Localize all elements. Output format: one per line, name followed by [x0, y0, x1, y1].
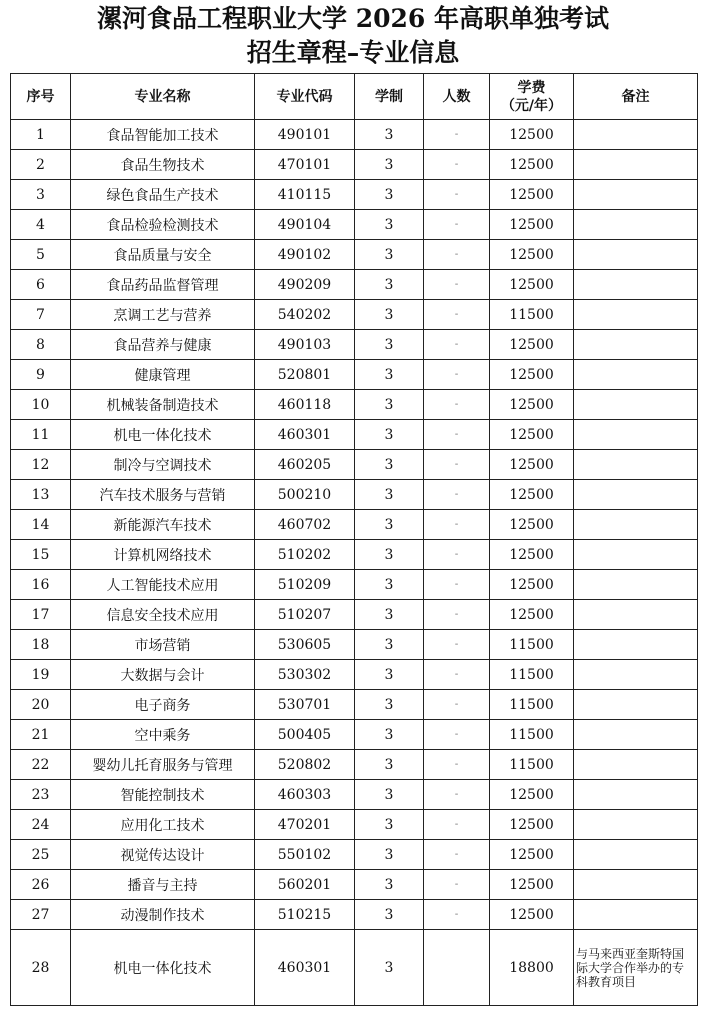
cell-remark [574, 600, 698, 630]
cell-name: 食品营养与健康 [71, 330, 255, 360]
cell-remark [574, 690, 698, 720]
table-row [11, 390, 698, 420]
cell-fee: 12500 [490, 900, 574, 930]
cell-no: 27 [11, 900, 71, 930]
cell-no: 3 [11, 180, 71, 210]
cell-no: 20 [11, 690, 71, 720]
cell-fee: 18800 [490, 930, 574, 1006]
cell-count: - [424, 270, 490, 300]
header-name: 专业名称 [71, 74, 255, 120]
cell-code: 520802 [255, 750, 355, 780]
cell-years: 3 [355, 810, 424, 840]
cell-name: 婴幼儿托育服务与管理 [71, 750, 255, 780]
cell-fee: 11500 [490, 690, 574, 720]
cell-no: 10 [11, 390, 71, 420]
cell-code: 510209 [255, 570, 355, 600]
cell-no: 21 [11, 720, 71, 750]
cell-remark [574, 750, 698, 780]
cell-years: 3 [355, 930, 424, 1006]
cell-fee: 12500 [490, 480, 574, 510]
cell-remark [574, 480, 698, 510]
cell-name: 烹调工艺与营养 [71, 300, 255, 330]
cell-years: 3 [355, 150, 424, 180]
cell-name: 动漫制作技术 [71, 900, 255, 930]
cell-code: 560201 [255, 870, 355, 900]
cell-code: 510207 [255, 600, 355, 630]
cell-years: 3 [355, 330, 424, 360]
cell-remark [574, 720, 698, 750]
cell-fee: 12500 [490, 810, 574, 840]
cell-name: 计算机网络技术 [71, 540, 255, 570]
cell-code: 490103 [255, 330, 355, 360]
cell-no: 12 [11, 450, 71, 480]
cell-code: 540202 [255, 300, 355, 330]
cell-count: - [424, 750, 490, 780]
cell-fee: 12500 [490, 390, 574, 420]
cell-no: 28 [11, 930, 71, 1006]
cell-fee: 11500 [490, 660, 574, 690]
cell-count: - [424, 180, 490, 210]
cell-years: 3 [355, 240, 424, 270]
cell-remark [574, 390, 698, 420]
header-count: 人数 [424, 74, 490, 120]
cell-remark [574, 360, 698, 390]
cell-fee: 12500 [490, 420, 574, 450]
majors-table [10, 73, 698, 1006]
cell-fee: 11500 [490, 630, 574, 660]
cell-years: 3 [355, 390, 424, 420]
cell-years: 3 [355, 420, 424, 450]
cell-years: 3 [355, 300, 424, 330]
cell-fee: 12500 [490, 510, 574, 540]
cell-name: 食品智能加工技术 [71, 120, 255, 150]
cell-name: 制冷与空调技术 [71, 450, 255, 480]
cell-name: 机电一体化技术 [71, 930, 255, 1006]
cell-years: 3 [355, 600, 424, 630]
cell-fee: 12500 [490, 360, 574, 390]
table-row [11, 720, 698, 750]
header-fee-line2: （元/年） [500, 97, 563, 114]
cell-years: 3 [355, 360, 424, 390]
document-title: 漯河食品工程职业大学 2026 年高职单独考试 [97, 4, 609, 33]
cell-count: - [424, 810, 490, 840]
cell-no: 22 [11, 750, 71, 780]
table-row [11, 630, 698, 660]
cell-remark [574, 630, 698, 660]
cell-fee: 11500 [490, 720, 574, 750]
cell-no: 15 [11, 540, 71, 570]
table-row [11, 510, 698, 540]
table-row [11, 270, 698, 300]
cell-count: - [424, 480, 490, 510]
cell-name: 电子商务 [71, 690, 255, 720]
table-row [11, 150, 698, 180]
cell-remark [574, 270, 698, 300]
cell-code: 510215 [255, 900, 355, 930]
cell-name: 智能控制技术 [71, 780, 255, 810]
cell-code: 490102 [255, 240, 355, 270]
cell-code: 510202 [255, 540, 355, 570]
cell-count: - [424, 900, 490, 930]
cell-name: 新能源汽车技术 [71, 510, 255, 540]
table-row [11, 900, 698, 930]
cell-no: 7 [11, 300, 71, 330]
cell-remark [574, 510, 698, 540]
cell-code: 500210 [255, 480, 355, 510]
cell-no: 19 [11, 660, 71, 690]
cell-name: 健康管理 [71, 360, 255, 390]
cell-count: - [424, 660, 490, 690]
cell-code: 460118 [255, 390, 355, 420]
table-row [11, 690, 698, 720]
header-no: 序号 [11, 74, 71, 120]
cell-code: 550102 [255, 840, 355, 870]
cell-fee: 12500 [490, 780, 574, 810]
cell-name: 播音与主持 [71, 870, 255, 900]
cell-years: 3 [355, 630, 424, 660]
cell-count: - [424, 240, 490, 270]
cell-code: 530701 [255, 690, 355, 720]
cell-no: 6 [11, 270, 71, 300]
cell-no: 11 [11, 420, 71, 450]
header-code: 专业代码 [255, 74, 355, 120]
cell-no: 1 [11, 120, 71, 150]
cell-count: - [424, 600, 490, 630]
table-row [11, 330, 698, 360]
cell-fee: 12500 [490, 570, 574, 600]
cell-name: 食品药品监督管理 [71, 270, 255, 300]
cell-no: 14 [11, 510, 71, 540]
cell-count: - [424, 330, 490, 360]
table-row [11, 120, 698, 150]
cell-no: 9 [11, 360, 71, 390]
cell-count: - [424, 210, 490, 240]
cell-code: 460205 [255, 450, 355, 480]
cell-remark [574, 660, 698, 690]
cell-fee: 12500 [490, 120, 574, 150]
table-row [11, 930, 698, 1006]
cell-count: - [424, 720, 490, 750]
cell-no: 2 [11, 150, 71, 180]
cell-years: 3 [355, 780, 424, 810]
cell-name: 信息安全技术应用 [71, 600, 255, 630]
table-row [11, 420, 698, 450]
table-row [11, 810, 698, 840]
header-fee [490, 74, 574, 120]
table-row [11, 300, 698, 330]
table-row [11, 780, 698, 810]
cell-count: - [424, 300, 490, 330]
cell-years: 3 [355, 120, 424, 150]
cell-remark [574, 150, 698, 180]
cell-code: 490101 [255, 120, 355, 150]
cell-remark [574, 840, 698, 870]
cell-remark: 与马来西亚奎斯特国际大学合作举办的专科教育项目 [574, 930, 698, 1006]
cell-code: 470201 [255, 810, 355, 840]
table-row [11, 660, 698, 690]
cell-remark [574, 450, 698, 480]
table-row [11, 480, 698, 510]
cell-count: - [424, 360, 490, 390]
cell-remark [574, 240, 698, 270]
cell-fee: 12500 [490, 180, 574, 210]
cell-remark [574, 300, 698, 330]
cell-fee: 12500 [490, 840, 574, 870]
table-row [11, 750, 698, 780]
cell-count: - [424, 840, 490, 870]
cell-years: 3 [355, 870, 424, 900]
cell-years: 3 [355, 510, 424, 540]
cell-code: 500405 [255, 720, 355, 750]
cell-code: 490209 [255, 270, 355, 300]
table-row [11, 450, 698, 480]
header-remark: 备注 [574, 74, 698, 120]
cell-no: 4 [11, 210, 71, 240]
cell-count: - [424, 540, 490, 570]
cell-name: 大数据与会计 [71, 660, 255, 690]
cell-remark [574, 870, 698, 900]
table-body [11, 120, 698, 1006]
cell-years: 3 [355, 720, 424, 750]
cell-years: 3 [355, 660, 424, 690]
table-header-row [11, 74, 698, 120]
cell-count: - [424, 510, 490, 540]
cell-name: 市场营销 [71, 630, 255, 660]
cell-remark [574, 120, 698, 150]
cell-years: 3 [355, 840, 424, 870]
cell-no: 26 [11, 870, 71, 900]
cell-count: - [424, 120, 490, 150]
header-fee-line1: 学费 [517, 79, 546, 96]
cell-remark [574, 540, 698, 570]
cell-fee: 12500 [490, 240, 574, 270]
cell-fee: 12500 [490, 600, 574, 630]
cell-code: 460303 [255, 780, 355, 810]
cell-name: 食品生物技术 [71, 150, 255, 180]
cell-remark [574, 570, 698, 600]
cell-years: 3 [355, 480, 424, 510]
cell-count: - [424, 870, 490, 900]
cell-no: 17 [11, 600, 71, 630]
cell-count: - [424, 450, 490, 480]
cell-years: 3 [355, 690, 424, 720]
table-row [11, 540, 698, 570]
cell-fee: 12500 [490, 150, 574, 180]
cell-no: 13 [11, 480, 71, 510]
cell-count: - [424, 420, 490, 450]
cell-code: 410115 [255, 180, 355, 210]
cell-no: 8 [11, 330, 71, 360]
cell-remark [574, 900, 698, 930]
cell-no: 24 [11, 810, 71, 840]
cell-no: 16 [11, 570, 71, 600]
cell-name: 食品质量与安全 [71, 240, 255, 270]
cell-years: 3 [355, 450, 424, 480]
cell-years: 3 [355, 540, 424, 570]
table-row [11, 240, 698, 270]
cell-no: 18 [11, 630, 71, 660]
cell-count: - [424, 150, 490, 180]
cell-years: 3 [355, 180, 424, 210]
table-row [11, 570, 698, 600]
cell-count: - [424, 570, 490, 600]
cell-no: 23 [11, 780, 71, 810]
cell-count: - [424, 390, 490, 420]
cell-name: 机电一体化技术 [71, 420, 255, 450]
cell-code: 530605 [255, 630, 355, 660]
cell-count: - [424, 630, 490, 660]
cell-fee: 12500 [490, 210, 574, 240]
cell-no: 5 [11, 240, 71, 270]
document-subtitle: 招生章程–专业信息 [246, 38, 460, 67]
cell-years: 3 [355, 570, 424, 600]
cell-remark [574, 420, 698, 450]
cell-fee: 12500 [490, 270, 574, 300]
cell-remark [574, 330, 698, 360]
cell-name: 汽车技术服务与营销 [71, 480, 255, 510]
cell-remark [574, 210, 698, 240]
cell-name: 机械装备制造技术 [71, 390, 255, 420]
cell-count: - [424, 780, 490, 810]
cell-fee: 11500 [490, 750, 574, 780]
header-years: 学制 [355, 74, 424, 120]
cell-fee: 12500 [490, 540, 574, 570]
cell-name: 应用化工技术 [71, 810, 255, 840]
table-row [11, 180, 698, 210]
cell-years: 3 [355, 270, 424, 300]
cell-remark [574, 780, 698, 810]
table-row [11, 600, 698, 630]
cell-fee: 12500 [490, 330, 574, 360]
cell-code: 520801 [255, 360, 355, 390]
cell-code: 460702 [255, 510, 355, 540]
cell-code: 460301 [255, 420, 355, 450]
cell-count: - [424, 690, 490, 720]
cell-name: 视觉传达设计 [71, 840, 255, 870]
cell-code: 470101 [255, 150, 355, 180]
cell-count [424, 930, 490, 1006]
cell-remark [574, 180, 698, 210]
cell-code: 460301 [255, 930, 355, 1006]
cell-fee: 12500 [490, 450, 574, 480]
cell-code: 530302 [255, 660, 355, 690]
cell-no: 25 [11, 840, 71, 870]
table-row [11, 360, 698, 390]
table-row [11, 870, 698, 900]
cell-name: 空中乘务 [71, 720, 255, 750]
table-row [11, 840, 698, 870]
cell-fee: 11500 [490, 300, 574, 330]
cell-name: 人工智能技术应用 [71, 570, 255, 600]
cell-fee: 12500 [490, 870, 574, 900]
cell-name: 绿色食品生产技术 [71, 180, 255, 210]
cell-remark [574, 810, 698, 840]
table-row [11, 210, 698, 240]
cell-years: 3 [355, 210, 424, 240]
cell-code: 490104 [255, 210, 355, 240]
cell-years: 3 [355, 750, 424, 780]
cell-name: 食品检验检测技术 [71, 210, 255, 240]
cell-years: 3 [355, 900, 424, 930]
